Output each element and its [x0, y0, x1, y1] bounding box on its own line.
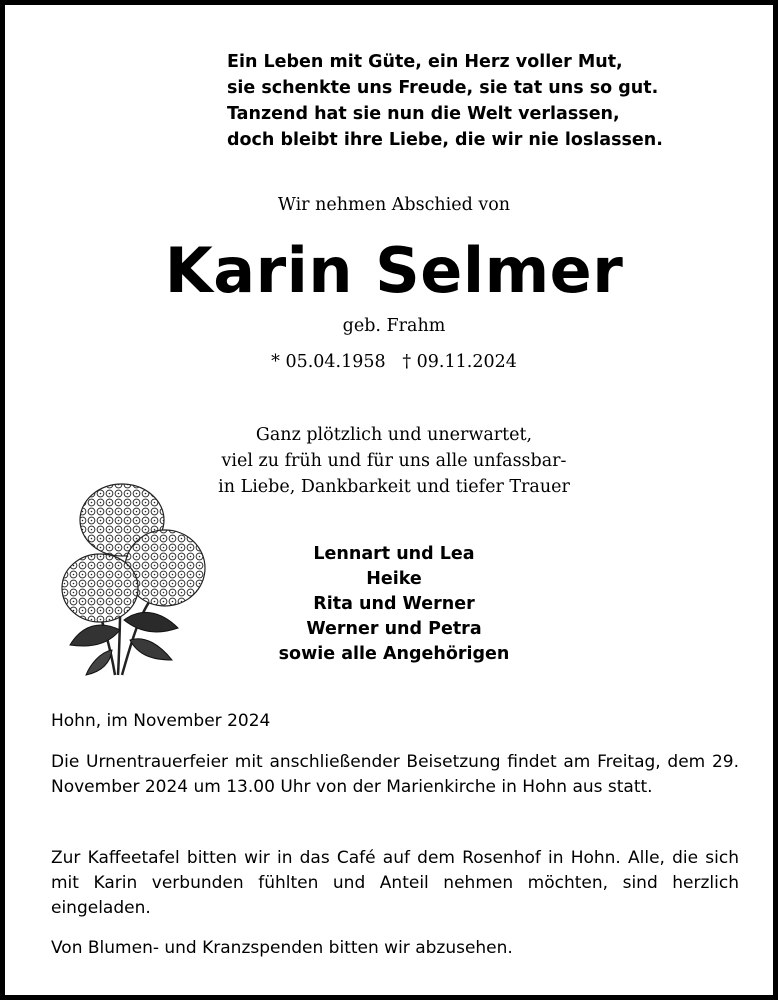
birth-name: geb. Frahm	[342, 316, 446, 336]
mourner-line: Rita und Werner	[313, 594, 475, 614]
poem-line: Ein Leben mit Güte, ein Herz voller Mut,	[227, 52, 623, 72]
poem	[227, 49, 727, 153]
coffee-invitation: Zur Kaffeetafel bitten wir in das Café auf dem Rosenhof in Hohn. Alle, die sich mit Karin verbunden fühlten und Anteil nehmen möchten, sind herzlich eingeladen.	[51, 848, 739, 918]
birth-date: * 05.04.1958	[271, 352, 386, 372]
death-date: † 09.11.2024	[402, 352, 517, 372]
flowers-note: Von Blumen- und Kranzspenden bitten wir abzusehen.	[51, 938, 513, 958]
life-dates	[5, 352, 778, 372]
statement-line: in Liebe, Dankbarkeit und tiefer Trauer	[218, 477, 570, 497]
poem-line: sie schenkte uns Freude, sie tat uns so gut.	[227, 78, 659, 98]
statement-line: viel zu früh und für uns alle unfassbar-	[221, 451, 567, 471]
place-and-date: Hohn, im November 2024	[51, 711, 271, 731]
poem-line: doch bleibt ihre Liebe, die wir nie loslassen.	[227, 130, 663, 150]
farewell-intro: Wir nehmen Abschied von	[277, 195, 511, 215]
deceased-name: Karin Selmer	[164, 234, 624, 307]
ceremony-info: Die Urnentrauerfeier mit anschließender Beisetzung findet am Freitag, dem 29. November 2024 um 13.00 Uhr von der Marienkirche in Hohn aus statt.	[51, 752, 739, 797]
statement-line: Ganz plötzlich und unerwartet,	[255, 425, 533, 445]
mourner-line: Lennart und Lea	[313, 544, 475, 564]
mourners-list	[205, 542, 583, 667]
hydrangea-illustration	[60, 480, 210, 685]
mourner-line: sowie alle Angehörigen	[278, 644, 510, 664]
mourner-line: Heike	[366, 569, 422, 589]
poem-line: Tanzend hat sie nun die Welt verlassen,	[227, 104, 620, 124]
mourner-line: Werner und Petra	[306, 619, 482, 639]
